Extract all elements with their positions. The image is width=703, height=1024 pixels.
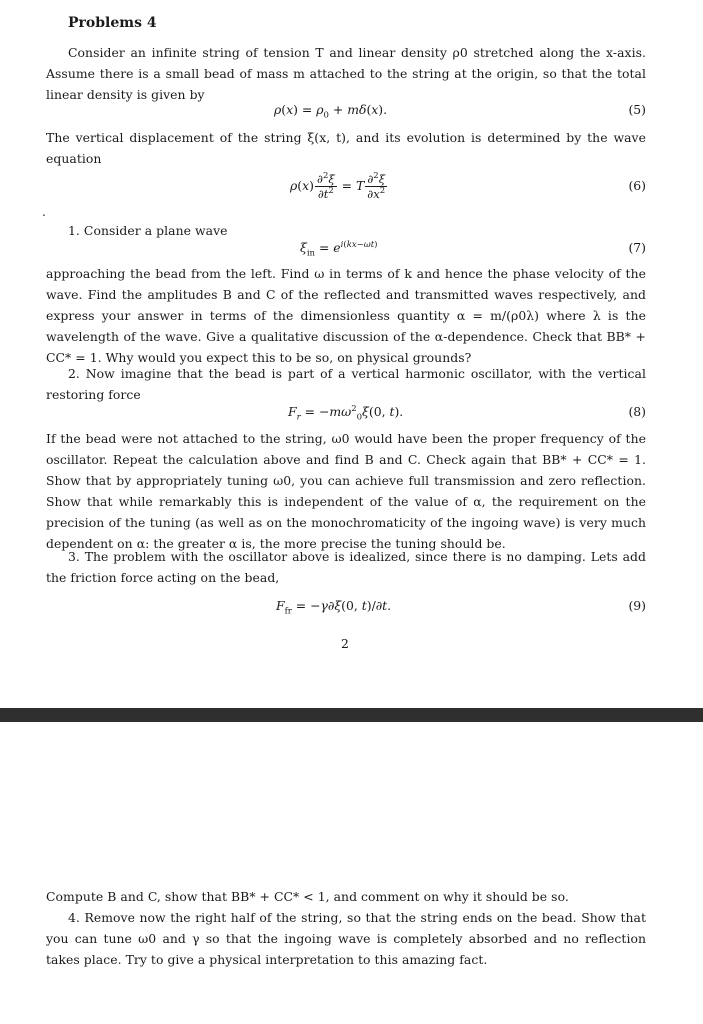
bottom-paragraph: Compute B and C, show that BB* + CC* < 1, and comment on why it should be so. [46,889,569,904]
equation-5: $\rho(x) = \rho_0 + m\delta(x)$. (5) [46,98,646,122]
item-3-lead: 3. The problem with the oscillator above is idealized, since there is no damping. Lets add the friction force acting on the bead, [46,549,646,585]
page-divider-bar [0,708,703,722]
equation-number: (9) [628,598,646,613]
equation-number: (8) [628,404,646,419]
equation-number: (7) [628,240,646,255]
equation-7: $\xi_{in} = e^{i(kx-\omega t)}$ (7) [46,236,646,260]
equation-8: $F_r = -m\omega^2_0\xi(0$, t). (8) [46,400,646,424]
equation-number: (5) [628,102,646,117]
item-1-lead: 1. Consider a plane wave [68,223,228,238]
equation-6: ρ(x) $\frac{\partial^2\xi}{\partial t^2}$ = T $\frac{\partial^2\xi}{\partial x^2}$ (6) [290,171,646,201]
equation-9: $F_{fr} = -\gamma\partial\xi(0$, t)/∂t. (9) [46,594,646,618]
item-2-lead: 2. Now imagine that the bead is part of a vertical harmonic oscillator, with the vertical restoring force [46,366,646,402]
item-4: 4. Remove now the right half of the string, so that the string ends on the bead. Show that you can tune ω0 and γ so that the ingoing wave is completely absorbed and no reflection takes place. Try to give a physical interpretation to this amazing fact. [46,910,646,967]
intro-paragraph: Consider an infinite string of tension T and linear density ρ0 stretched along the x-axis. Assume there is a small bead of mass m attached to the string at the origin, so that the total linear density is given by [46,45,646,102]
item-2-body: If the bead were not attached to the string, ω0 would have been the proper frequency of the oscillator. Repeat the calculation above and find B and C. Check again that BB* + CC* = 1. Show that by appropriately tuning ω0, you can achieve full transmission and zero reflection. Show that while remarkably this is independent of the value of α, the requirement on the precision of the tuning (as well as on the monochromaticity of the ingoing wave) is very much dependent on α: the greater α is, the more precise the tuning should be. [46,431,646,551]
equation-number: (6) [628,178,646,193]
stray-dot: . [42,205,46,219]
paragraph-wave-equation: The vertical displacement of the string ξ(x, t), and its evolution is determined by the wave equation [46,130,646,166]
document-page-bottom [0,722,703,1024]
page-number: 2 [341,636,349,651]
section-heading: Problems 4 [68,15,157,31]
item-1-body: approaching the bead from the left. Find ω in terms of k and hence the phase velocity of the wave. Find the amplitudes B and C of the reflected and transmitted waves respectively, and express your answer in terms of the dimensionless quantity α = m/(ρ0λ) where λ is the wavelength of the wave. Give a qualitative discussion of the α-dependence. Check that BB* + CC* = 1. Why would you expect this to be so, on physical grounds? [46,266,646,365]
